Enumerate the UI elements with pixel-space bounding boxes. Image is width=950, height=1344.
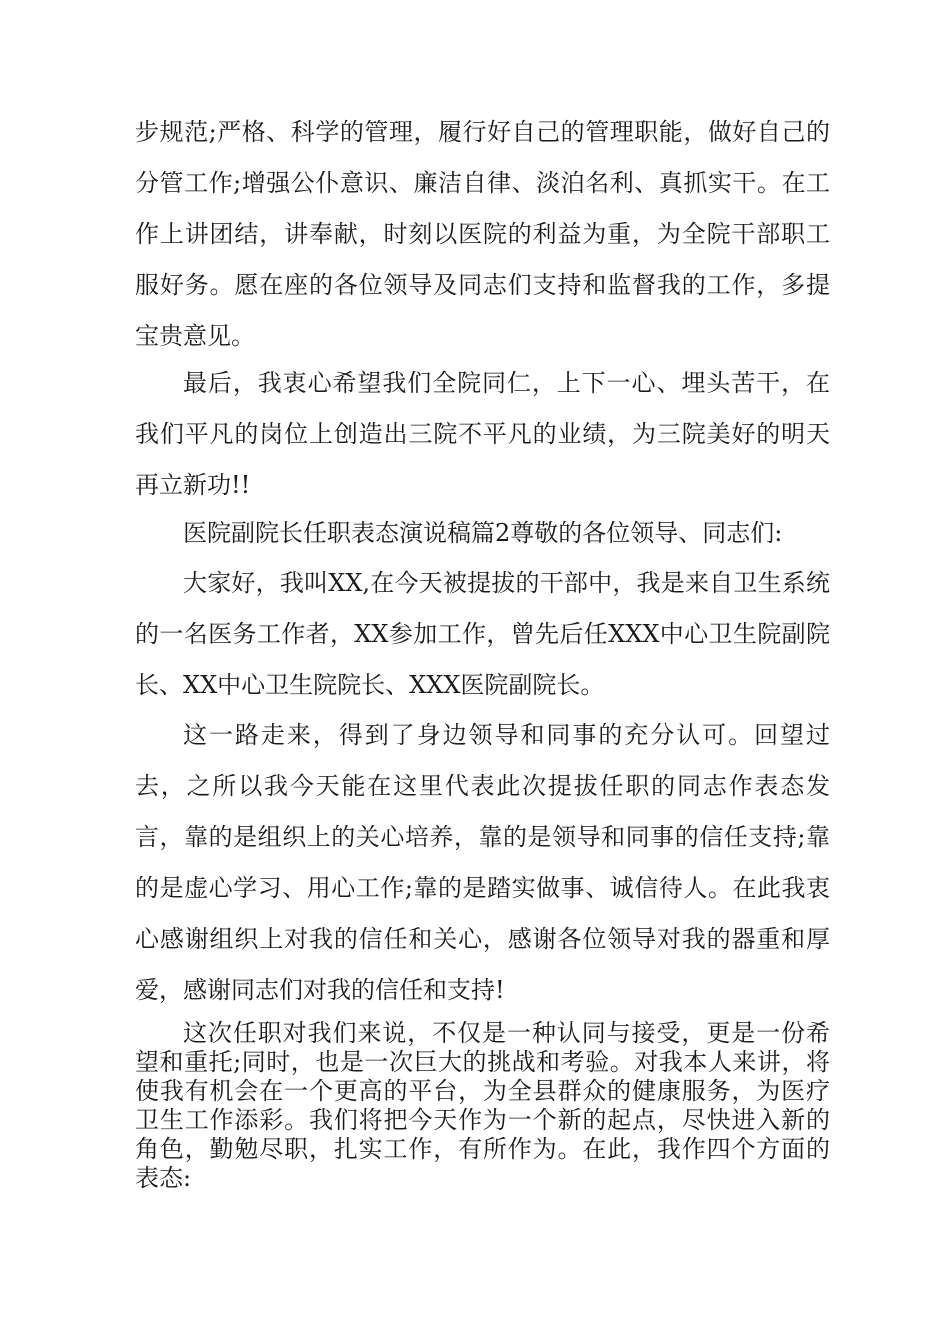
paragraph-section-title: 医院副院长任职表态演说稿篇2尊敬的各位领导、同志们: — [183, 519, 783, 547]
paragraph-continuation: 步规范;严格、科学的管理，履行好自己的管理职能，做好自己的分管工作;增强公仆意识、廉洁自律、淡泊名利、真抓实干。在工作上讲团结，讲奉献，时刻以医院的利益为重，为全院干部职工服好务。愿在座的各位领导及同志们支持和监督我的工作，多提宝贵意见。 — [135, 118, 830, 350]
paragraph-commitment: 这次任职对我们来说，不仅是一种认同与接受，更是一份希望和重托;同时，也是一次巨大的挑战和考验。对我本人来讲，将使我有机会在一个更高的平台，为全县群众的健康服务，为医疗卫生工作添彩。我们将把今天作为一个新的起点，尽快进入新的角色，勤勉尽职，扎实工作，有所作为。在此，我作四个方面的表态: — [135, 1019, 830, 1192]
paragraph-gratitude: 这一路走来，得到了身边领导和同事的充分认可。回望过去，之所以我今天能在这里代表此次提拔任职的同志作表态发言，靠的是组织上的关心培养，靠的是领导和同事的信任支持;靠的是虚心学习、用心工作;靠的是踏实做事、诚信待人。在此我衷心感谢组织上对我的信任和关心，感谢各位领导对我的器重和厚爱，感谢同志们对我的信任和支持! — [135, 721, 830, 1004]
paragraph-introduction: 大家好，我叫XX,在今天被提拔的干部中，我是来自卫生系统的一名医务工作者，XX参加工作，曾先后任XXX中心卫生院副院长、XX中心卫生院院长、XXX医院副院长。 — [135, 569, 830, 699]
paragraph-closing: 最后，我衷心希望我们全院同仁，上下一心、埋头苦干，在我们平凡的岗位上创造出三院不平凡的业绩，为三院美好的明天再立新功!! — [135, 369, 830, 499]
